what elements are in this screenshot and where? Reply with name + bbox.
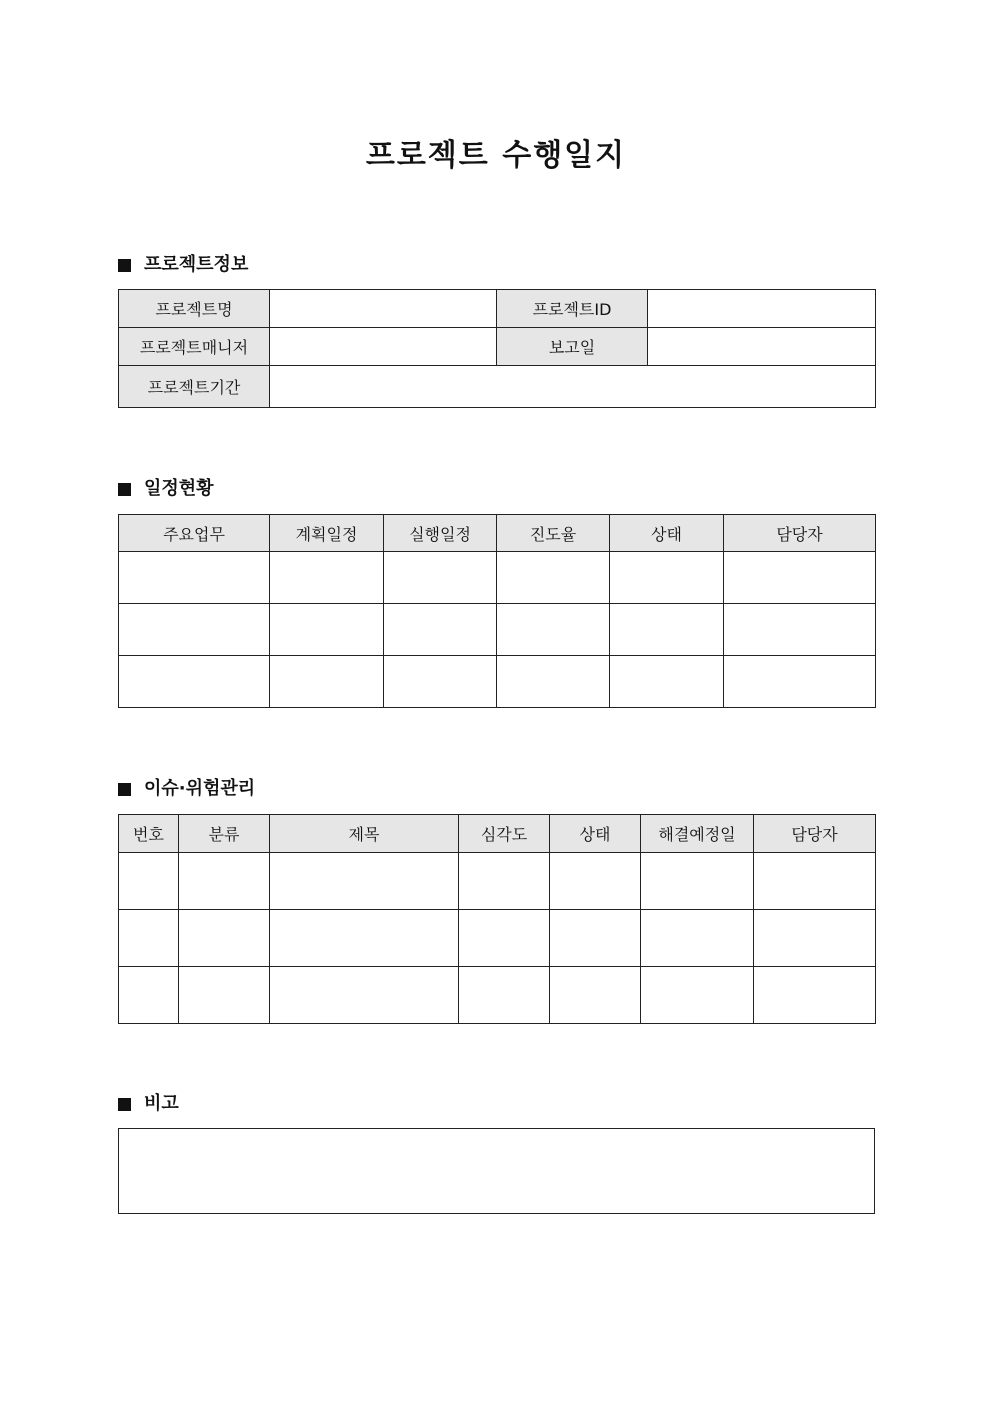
table-cell[interactable] bbox=[384, 552, 497, 604]
table-cell[interactable] bbox=[119, 967, 179, 1024]
label-project-manager: 프로젝트매니저 bbox=[119, 328, 270, 366]
column-header: 주요업무 bbox=[119, 515, 270, 552]
table-cell[interactable] bbox=[270, 967, 459, 1024]
table-cell[interactable] bbox=[641, 967, 754, 1024]
table-cell[interactable] bbox=[119, 552, 270, 604]
table-cell[interactable] bbox=[724, 552, 876, 604]
column-header: 담당자 bbox=[724, 515, 876, 552]
table-cell[interactable] bbox=[610, 656, 724, 708]
table-cell[interactable] bbox=[610, 552, 724, 604]
column-header: 상태 bbox=[610, 515, 724, 552]
issues-table bbox=[118, 814, 876, 1024]
table-cell[interactable] bbox=[384, 656, 497, 708]
column-header: 진도율 bbox=[497, 515, 610, 552]
table-cell[interactable] bbox=[641, 853, 754, 910]
section-heading-notes bbox=[118, 1092, 179, 1116]
table-cell[interactable] bbox=[459, 910, 550, 967]
section-heading-schedule bbox=[118, 477, 214, 501]
column-header: 담당자 bbox=[754, 815, 876, 853]
page-title: 프로젝트 수행일지 bbox=[365, 138, 627, 173]
table-cell[interactable] bbox=[119, 853, 179, 910]
column-header: 심각도 bbox=[459, 815, 550, 853]
table-cell[interactable] bbox=[497, 656, 610, 708]
table-row bbox=[119, 656, 876, 708]
square-bullet-icon bbox=[118, 1098, 131, 1111]
column-header: 실행일정 bbox=[384, 515, 497, 552]
label-project-period: 프로젝트기간 bbox=[119, 366, 270, 408]
column-header: 번호 bbox=[119, 815, 179, 853]
schedule-table bbox=[118, 514, 876, 708]
table-cell[interactable] bbox=[270, 853, 459, 910]
section-heading-project-info bbox=[118, 253, 248, 277]
label-project-name: 프로젝트명 bbox=[119, 290, 270, 328]
table-row bbox=[119, 604, 876, 656]
section-title: 비고 bbox=[144, 1093, 179, 1114]
table-row bbox=[119, 853, 876, 910]
column-header: 상태 bbox=[550, 815, 641, 853]
table-cell[interactable] bbox=[459, 967, 550, 1024]
column-header: 분류 bbox=[179, 815, 270, 853]
column-header: 해결예정일 bbox=[641, 815, 754, 853]
report-date-field[interactable] bbox=[648, 328, 876, 366]
column-header: 계획일정 bbox=[270, 515, 384, 552]
square-bullet-icon bbox=[118, 259, 131, 272]
project-info-table bbox=[118, 289, 876, 408]
table-cell[interactable] bbox=[270, 656, 384, 708]
table-cell[interactable] bbox=[497, 552, 610, 604]
table-cell[interactable] bbox=[179, 910, 270, 967]
table-cell[interactable] bbox=[179, 967, 270, 1024]
square-bullet-icon bbox=[118, 783, 131, 796]
section-heading-issues bbox=[118, 777, 255, 801]
table-cell[interactable] bbox=[179, 853, 270, 910]
table-row bbox=[119, 910, 876, 967]
table-cell[interactable] bbox=[550, 853, 641, 910]
table-cell[interactable] bbox=[754, 910, 876, 967]
table-cell[interactable] bbox=[270, 552, 384, 604]
table-cell[interactable] bbox=[610, 604, 724, 656]
table-cell[interactable] bbox=[724, 604, 876, 656]
table-cell[interactable] bbox=[119, 656, 270, 708]
section-title: 이슈·위험관리 bbox=[144, 778, 256, 799]
table-cell[interactable] bbox=[119, 910, 179, 967]
table-cell[interactable] bbox=[641, 910, 754, 967]
table-header-row bbox=[119, 815, 876, 853]
table-cell[interactable] bbox=[724, 656, 876, 708]
table-cell[interactable] bbox=[754, 967, 876, 1024]
project-id-field[interactable] bbox=[648, 290, 876, 328]
square-bullet-icon bbox=[118, 483, 131, 496]
label-project-id: 프로젝트ID bbox=[497, 290, 648, 328]
table-cell[interactable] bbox=[270, 604, 384, 656]
project-name-field[interactable] bbox=[270, 290, 497, 328]
section-title: 일정현황 bbox=[144, 478, 214, 499]
project-period-field[interactable] bbox=[270, 366, 876, 408]
table-cell[interactable] bbox=[497, 604, 610, 656]
notes-box[interactable] bbox=[118, 1128, 875, 1214]
table-header-row bbox=[119, 515, 876, 552]
table-cell[interactable] bbox=[550, 967, 641, 1024]
section-title: 프로젝트정보 bbox=[144, 254, 249, 275]
table-cell[interactable] bbox=[270, 910, 459, 967]
table-cell[interactable] bbox=[459, 853, 550, 910]
label-report-date: 보고일 bbox=[497, 328, 648, 366]
project-manager-field[interactable] bbox=[270, 328, 497, 366]
table-cell[interactable] bbox=[119, 604, 270, 656]
table-cell[interactable] bbox=[384, 604, 497, 656]
column-header: 제목 bbox=[270, 815, 459, 853]
table-row bbox=[119, 552, 876, 604]
table-cell[interactable] bbox=[550, 910, 641, 967]
table-row bbox=[119, 967, 876, 1024]
table-cell[interactable] bbox=[754, 853, 876, 910]
